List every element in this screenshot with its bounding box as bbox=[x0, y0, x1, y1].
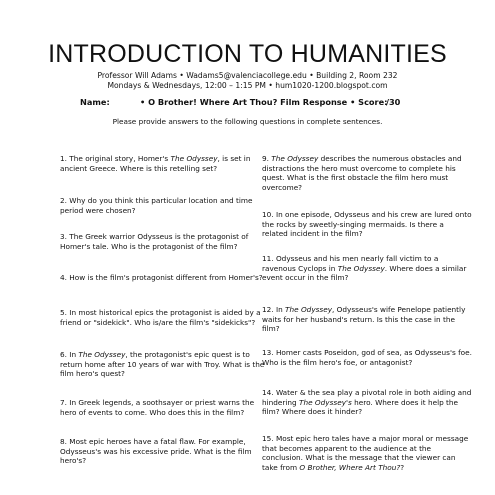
question-number: 14. bbox=[262, 388, 276, 397]
question-14 bbox=[262, 388, 472, 417]
question-number: 15. bbox=[262, 434, 276, 443]
question-text: describes the numerous obstacles and distractions the hero must overcome to complete his quest. What is the first obstacle the film hero must overcome? bbox=[262, 154, 462, 192]
question-13 bbox=[262, 348, 472, 367]
question-text: In most historical epics the protagonist is aided by a friend or "sidekick". Who is/are the film's "sidekicks"? bbox=[60, 308, 261, 327]
question-text: In bbox=[69, 350, 79, 359]
question-text: Most epic heroes have a fatal flaw. For example, Odysseus's was his excessive pride. What is the film hero's? bbox=[60, 437, 252, 465]
question-text: Most epic hero tales have a major moral or message that becomes apparent to the audience at the conclusion. What is the message that the viewer can take from bbox=[262, 434, 469, 472]
page-title: INTRODUCTION TO HUMANITIES bbox=[48, 40, 447, 68]
question-text: Homer casts Poseidon, god of sea, as Odysseus's foe. Who is the film hero's foe, or antagonist? bbox=[262, 348, 472, 367]
question-italic-text: The Odyssey bbox=[337, 263, 385, 273]
course-info-line-2: Mondays & Wednesdays, 12:00 – 1:15 PM • hum1020-1200.blogspot.com bbox=[107, 81, 388, 90]
question-text: In one episode, Odysseus and his crew are lured onto the rocks by sweetly-singing mermaids. Is there a related incident in the film? bbox=[262, 210, 472, 238]
question-number: 13. bbox=[262, 348, 276, 357]
question-7 bbox=[60, 398, 270, 417]
question-11 bbox=[262, 254, 472, 283]
name-label: Name: bbox=[80, 97, 110, 107]
question-text: hero. Where does it help the film? Where does it hinder? bbox=[262, 397, 459, 416]
question-5 bbox=[60, 308, 270, 327]
question-4 bbox=[60, 273, 270, 283]
question-number: 2. bbox=[60, 196, 70, 205]
question-15 bbox=[262, 434, 472, 472]
question-number: 10. bbox=[262, 210, 276, 219]
question-italic-text: The Odyssey bbox=[170, 154, 218, 163]
question-italic-text: O Brother, Where Art Thou? bbox=[299, 462, 401, 472]
question-text: In bbox=[275, 305, 286, 314]
question-text: , is set in ancient Greece. Where is this retelling set? bbox=[60, 154, 251, 173]
question-number: 4. bbox=[60, 273, 70, 282]
question-italic-text: The Odyssey bbox=[271, 154, 319, 163]
question-2 bbox=[60, 196, 270, 215]
question-text: How is the film's protagonist different from Homer's? bbox=[69, 273, 263, 282]
question-1 bbox=[60, 154, 270, 173]
question-10 bbox=[262, 210, 472, 239]
question-8 bbox=[60, 437, 270, 466]
question-text: In Greek legends, a soothsayer or priest warns the hero of events to come. Who does this in the film? bbox=[60, 398, 255, 417]
question-text: Odysseus and his men nearly fall victim to a ravenous Cyclops in bbox=[262, 254, 439, 273]
course-info-line-1: Professor Will Adams • Wadams5@valenciacollege.edu • Building 2, Room 232 bbox=[97, 71, 398, 80]
question-italic-text: The Odyssey bbox=[285, 305, 333, 314]
question-number: 6. bbox=[60, 350, 70, 359]
question-text: . Where does a similar event occur in the film? bbox=[262, 263, 467, 282]
question-number: 1. bbox=[60, 154, 70, 163]
question-9 bbox=[262, 154, 472, 192]
question-3 bbox=[60, 232, 270, 251]
question-text: , Odysseus's wife Penelope patiently waits for her husband's return. Is this the case in the film? bbox=[262, 305, 466, 333]
question-italic-text: The Odyssey bbox=[78, 350, 126, 359]
question-number: 5. bbox=[60, 308, 70, 317]
question-number: 11. bbox=[262, 254, 276, 263]
question-italic-text: The Odyssey's bbox=[299, 397, 352, 407]
question-text: , the protagonist's epic quest is to return home after 10 years of war with Troy. What is the film hero's quest? bbox=[60, 350, 265, 378]
question-text: ? bbox=[400, 462, 405, 472]
question-number: 9. bbox=[262, 154, 272, 163]
question-12 bbox=[262, 305, 472, 334]
question-text: The original story, Homer's bbox=[69, 154, 171, 163]
question-number: 3. bbox=[60, 232, 70, 241]
question-number: 8. bbox=[60, 437, 70, 446]
film-title: • O Brother! Where Art Thou? Film Response • Score: bbox=[140, 97, 388, 107]
instructions: Please provide answers to the following questions in complete sentences. bbox=[112, 117, 383, 126]
question-number: 7. bbox=[60, 398, 70, 407]
score-total: /30 bbox=[386, 97, 401, 107]
question-text: Why do you think this particular location and time period were chosen? bbox=[60, 196, 253, 215]
question-6 bbox=[60, 350, 270, 379]
question-text: The Greek warrior Odysseus is the protagonist of Homer's tale. Who is the protagonist of the film? bbox=[60, 232, 249, 251]
question-number: 12. bbox=[262, 305, 276, 314]
question-text: Water & the sea play a pivotal role in both aiding and hindering bbox=[262, 388, 472, 407]
